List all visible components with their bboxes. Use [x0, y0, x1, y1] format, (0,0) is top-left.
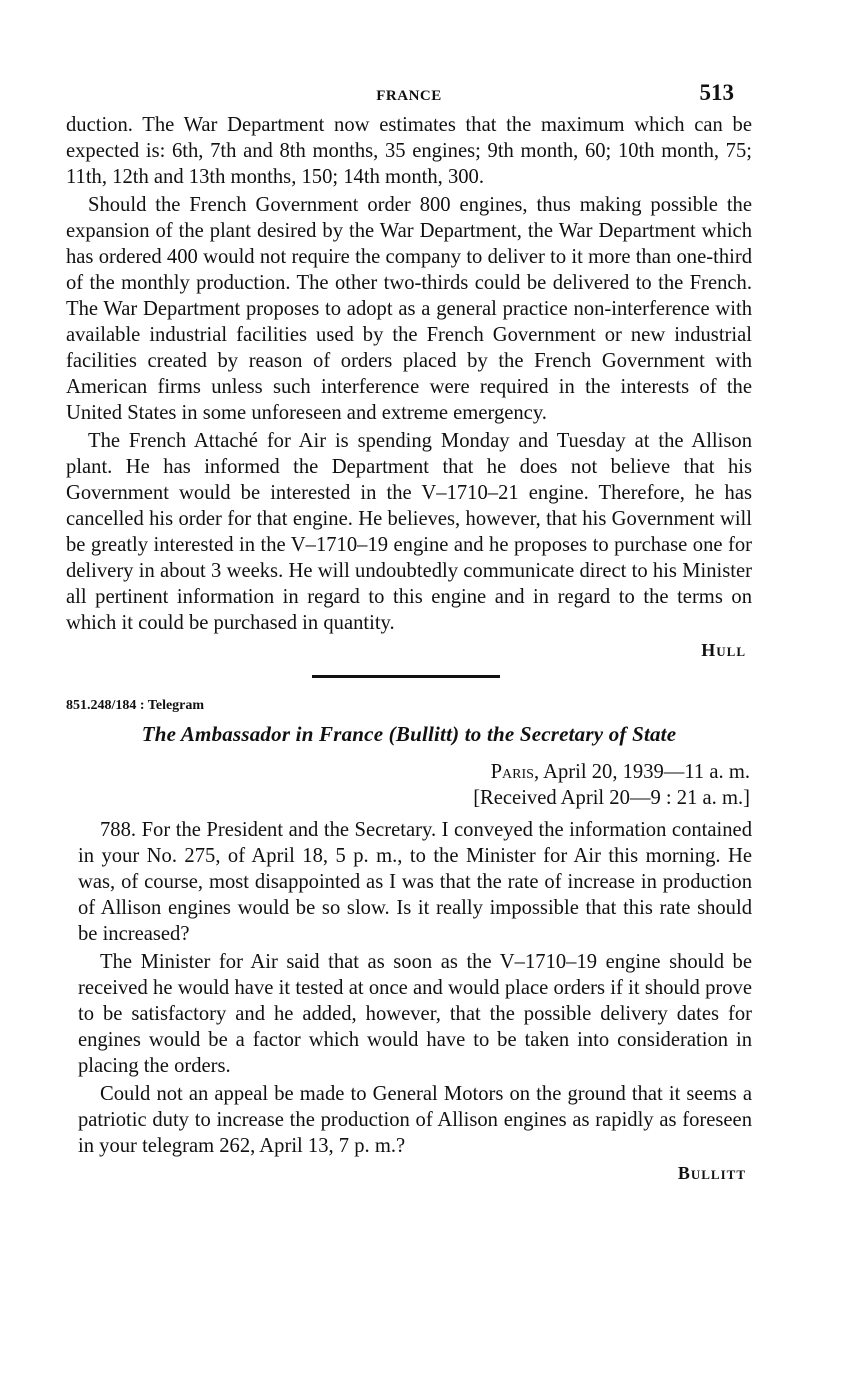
paragraph: 788. For the President and the Secretary. I conveyed the information contained in your No. 275, of April 18, 5 p. m., to the Minister for Air this morning. He was, of course, most disappointed as I was that the rate of increase in production of Allison engines would be so slow. Is it really impossible that this rate should be increased?: [78, 819, 752, 945]
paragraph: The Minister for Air said that as soon as the V–1710–19 engine should be received he would have it tested at once and would place orders if it should prove to be satisfactory and he added, however, that the possible delivery dates for engines would be a factor which would have to be taken into consideration in placing the orders.: [78, 951, 752, 1077]
paragraph: Should the French Government order 800 engines, thus making possible the expansion of the plant desired by the War Department, the War Department which has ordered 400 would not require the company to deliver to it more than one-third of the monthly production. The other two-thirds could be delivered to the French. The War Department proposes to adopt as a general practice non-interference with available industrial facilities used by the French Government or new industrial facilities created by reason of orders placed by the French Government with American firms unless such interference were required in the interests of the United States in some unforeseen and extreme emergency.: [66, 194, 752, 424]
dateline: [66, 759, 752, 811]
page-number: 513: [699, 80, 734, 105]
telegram-body: [66, 817, 752, 1184]
section-divider: [312, 675, 500, 678]
dateline-place: Paris: [490, 761, 534, 783]
dateline-received: [Received April 20—9 : 21 a. m.]: [473, 787, 750, 809]
file-reference: 851.248/184 : Telegram: [66, 698, 205, 713]
dateline-time: , April 20, 1939—11 a. m.: [533, 761, 750, 783]
telegram-continuation: [66, 112, 752, 661]
paragraph: The French Attaché for Air is spending Monday and Tuesday at the Allison plant. He has informed the Department that he does not believe that his Government would be interested in the V–1710–21 engine. Therefore, he has cancelled his order for that engine. He believes, however, that his Government will be greatly interested in the V–1710–19 engine and he proposes to purchase one for delivery in about 3 weeks. He will undoubtedly communicate direct to his Minister all pertinent information in regard to this engine and in regard to the terms on which it could be purchased in quantity.: [66, 430, 752, 634]
document-heading: The Ambassador in France (Bullitt) to the Secretary of State: [141, 722, 677, 746]
signature-bullitt: Bullitt: [677, 1163, 746, 1183]
signature-hull: Hull: [701, 640, 746, 660]
running-header: [66, 78, 752, 112]
paragraph: duction. The War Department now estimates that the maximum which can be expected is: 6th, 7th and 8th months, 35 engines; 9th month, 60; 10th month, 75; 11th, 12th and 13th months, 150; 14th month, 300.: [66, 114, 752, 188]
running-title: FRANCE: [376, 88, 442, 104]
document-page: [66, 78, 752, 1184]
dateline-sent: [66, 759, 750, 785]
paragraph: Could not an appeal be made to General Motors on the ground that it seems a patriotic duty to increase the production of Allison engines as rapidly as foreseen in your telegram 262, April 13, 7 p. m.?: [78, 1083, 752, 1157]
